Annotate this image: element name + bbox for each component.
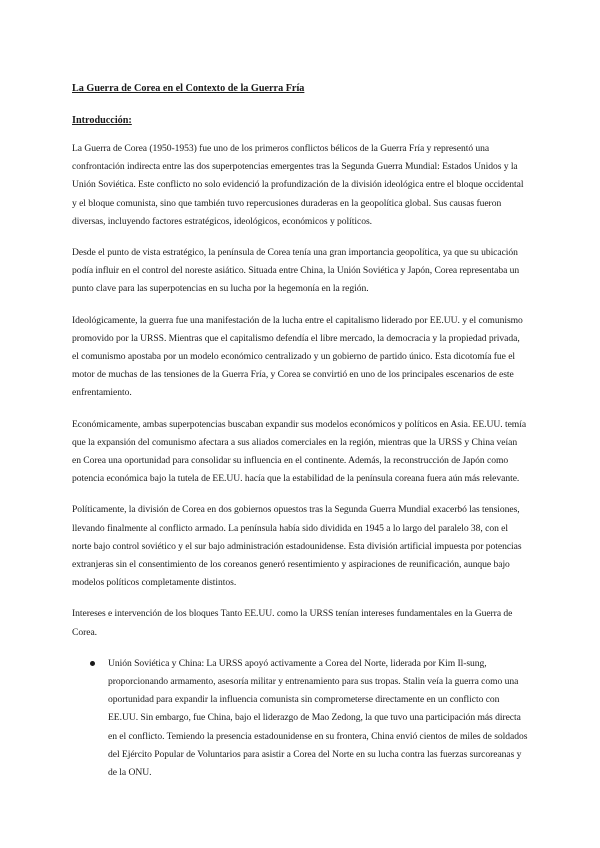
intro-heading: Introducción:: [72, 115, 132, 126]
paragraph-interests: Intereses e intervención de los bloques Tanto EE.UU. como la URSS tenían intereses fundamentales en la Guerra de Corea.: [72, 608, 513, 638]
paragraph-political: Políticamente, la división de Corea en dos gobiernos opuestos tras la Segunda Guerra Mundial exacerbó las tensiones, llevando finalmente al conflicto armado. La península había sido dividida en 1945 a lo largo del paralelo 38, con el norte bajo control soviético y el sur bajo administración estadounidense. Esta división artificial impuesta por potencias extranjeras sin el consentimiento de los coreanos generó resentimiento y aspiraciones de reunificación, aunque bajo modelos políticos completamente distintos.: [72, 504, 522, 589]
paragraph-strategic: Desde el punto de vista estratégico, la península de Corea tenía una gran importancia geopolítica, ya que su ubicación podía influir en el control del noreste asiático. Situada entre China, la Unión Soviética y Japón, Corea representaba un punto clave para las superpotencias en su lucha por la hegemonía en la región.: [72, 247, 520, 295]
bullet-list: [72, 655, 528, 782]
document-title: La Guerra de Corea en el Contexto de la Guerra Fría: [72, 83, 305, 94]
bullet-icon: [90, 661, 95, 666]
document-body: [72, 82, 528, 782]
paragraph-economic: Económicamente, ambas superpotencias buscaban expandir sus modelos económicos y políticos en Asia. EE.UU. temía que la expansión del comunismo afectara a sus aliados comerciales en la región, mientras que la URSS y China veían en Corea una oportunidad para consolidar su influencia en el continente. Además, la reconstrucción de Japón como potencia económica bajo la tutela de EE.UU. hacía que la estabilidad de la península coreana fuera aún más relevante.: [72, 418, 527, 485]
paragraph-ideological: Ideológicamente, la guerra fue una manifestación de la lucha entre el capitalismo liderado por EE.UU. y el comunismo promovido por la URSS. Mientras que el capitalismo defendía el libre mercado, la democracia y la propiedad privada, el comunismo apostaba por un modelo económico centralizado y un gobierno de partido único. Esta dicotomía fue el motor de muchas de las tensiones de la Guerra Fría, y Corea se convirtió en uno de los principales escenarios de este enfrentamiento.: [72, 314, 523, 399]
list-item: [72, 655, 528, 782]
bullet-text: Unión Soviética y China: La URSS apoyó activamente a Corea del Norte, liderada por Kim Il-sung, proporcionando armamento, asesoría militar y entrenamiento para sus tropas. Stalin veía la guerra como una oportunidad para expandir la influencia comunista sin comprometerse directamente en un conflicto con EE.UU. Sin embargo, fue China, bajo el liderazgo de Mao Zedong, la que tuvo una participación más directa en el conflicto. Temiendo la presencia estadounidense en su frontera, China envió cientos de miles de soldados del Ejército Popular de Voluntarios para asistir a Corea del Norte en su lucha contra las fuerzas surcoreanas y de la ONU.: [108, 657, 528, 779]
paragraph-intro: La Guerra de Corea (1950-1953) fue uno de los primeros conflictos bélicos de la Guerra Fría y representó una confrontación indirecta entre las dos superpotencias emergentes tras la Segunda Guerra Mundial: Estados Unidos y la Unión Soviética. Este conflicto no solo evidenció la profundización de la división ideológica entre el bloque occidental y el bloque comunista, sino que también tuvo repercusiones duraderas en la geopolítica global. Sus causas fueron diversas, incluyendo factores estratégicos, ideológicos, económicos y políticos.: [72, 143, 524, 227]
